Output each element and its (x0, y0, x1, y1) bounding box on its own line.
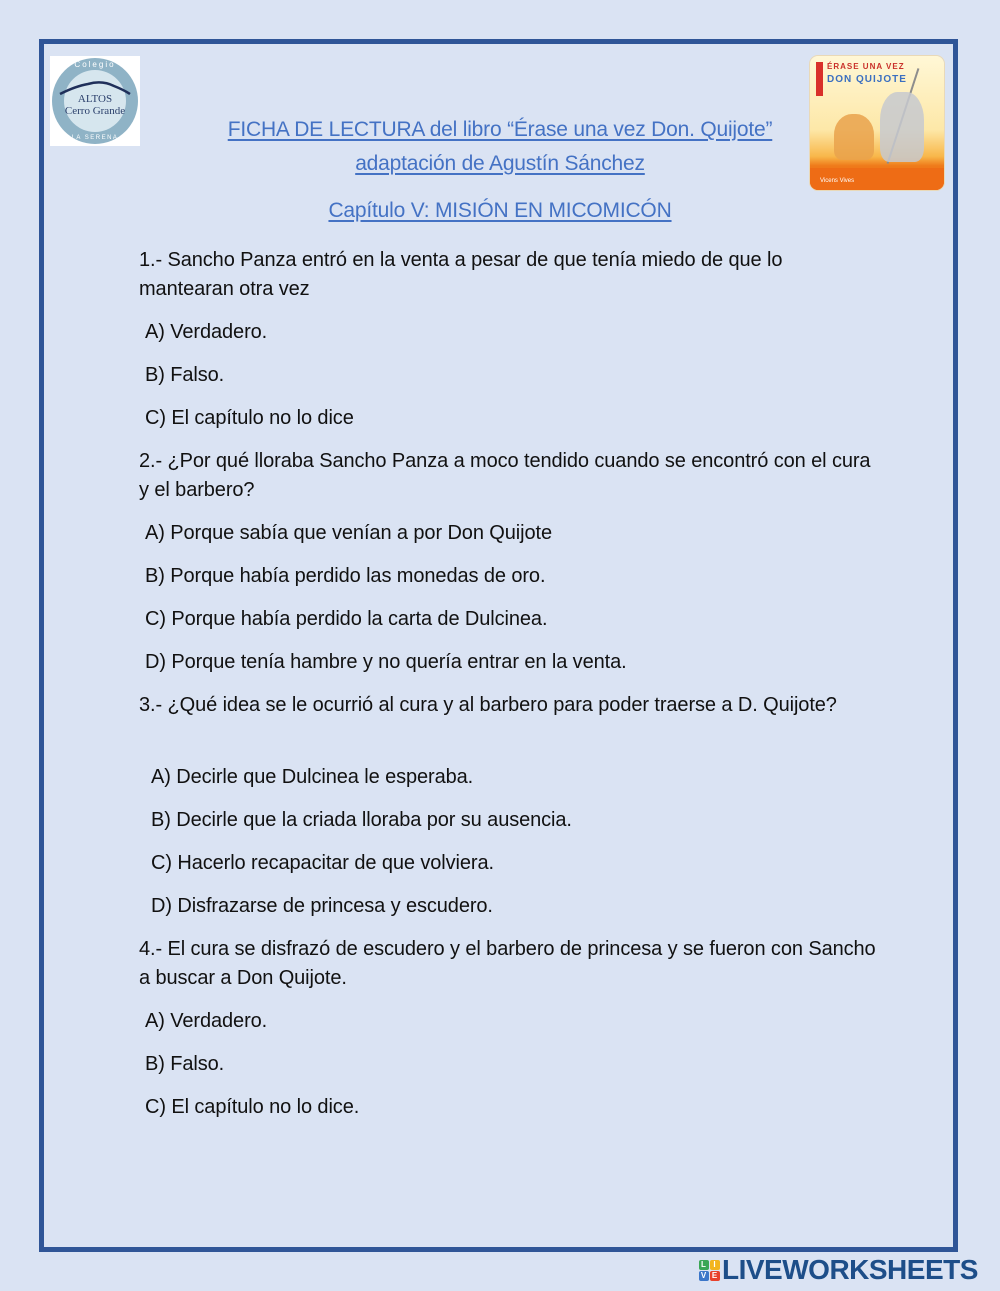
liveworksheets-watermark (698, 1255, 978, 1285)
book-title-line1: ÉRASE UNA VEZ (827, 62, 905, 71)
question-4-option-a[interactable]: A) Verdadero. (145, 1010, 268, 1032)
question-3-option-b[interactable]: B) Decirle que la criada lloraba por su ausencia. (151, 809, 572, 831)
school-crest-top-text: Colegio (74, 60, 116, 69)
watermark-text: LIVEWORKSHEETS (722, 1254, 978, 1285)
question-3-option-d[interactable]: D) Disfrazarse de princesa y escudero. (151, 895, 493, 917)
live-block-e: E (710, 1271, 720, 1281)
question-2-option-d[interactable]: D) Porque tenía hambre y no quería entrar en la venta. (145, 651, 627, 673)
worksheet-subtitle: adaptación de Agustín Sánchez (355, 152, 645, 175)
live-blocks-icon (698, 1259, 720, 1281)
question-3-option-a[interactable]: A) Decirle que Dulcinea le esperaba. (151, 766, 474, 788)
school-crest-bottom-text: LA SERENA (71, 135, 119, 141)
question-1-option-a[interactable]: A) Verdadero. (145, 321, 268, 343)
question-1-option-b[interactable]: B) Falso. (145, 364, 225, 386)
question-2-option-c[interactable]: C) Porque había perdido la carta de Dulcinea. (145, 608, 548, 630)
question-3-option-c[interactable]: C) Hacerlo recapacitar de que volviera. (151, 852, 494, 874)
book-spine (816, 62, 823, 96)
question-2-option-b[interactable]: B) Porque había perdido las monedas de oro. (145, 565, 546, 587)
live-block-i: I (710, 1260, 720, 1270)
question-4-option-c[interactable]: C) El capítulo no lo dice. (145, 1096, 360, 1118)
live-block-l: L (699, 1260, 709, 1270)
question-3: 3.- ¿Qué idea se le ocurrió al cura y al barbero para poder traerse a D. Quijote? (139, 694, 837, 716)
question-2: 2.- ¿Por qué lloraba Sancho Panza a moco tendido cuando se encontró con el cura y el barbero? (139, 450, 871, 501)
worksheet-title: FICHA DE LECTURA del libro “Érase una vez Don. Quijote” (227, 118, 773, 141)
live-block-v: V (699, 1271, 709, 1281)
question-4-option-b[interactable]: B) Falso. (145, 1053, 225, 1075)
question-4: 4.- El cura se disfrazó de escudero y el barbero de princesa y se fueron con Sancho a buscar a Don Quijote. (139, 938, 876, 989)
question-1: 1.- Sancho Panza entró en la venta a pesar de que tenía miedo de que lo mantearan otra vez (139, 249, 783, 300)
school-name-line2: Cerro Grande (64, 105, 126, 117)
chapter-title: Capítulo V: MISIÓN EN MICOMICÓN (328, 199, 672, 222)
question-1-option-c[interactable]: C) El capítulo no lo dice (145, 407, 354, 429)
school-name-line1: ALTOS (77, 93, 113, 105)
question-2-option-a[interactable]: A) Porque sabía que venían a por Don Quijote (145, 522, 552, 544)
book-publisher: Vicens Vives (820, 178, 855, 184)
book-title-line2: DON QUIJOTE (827, 74, 907, 85)
